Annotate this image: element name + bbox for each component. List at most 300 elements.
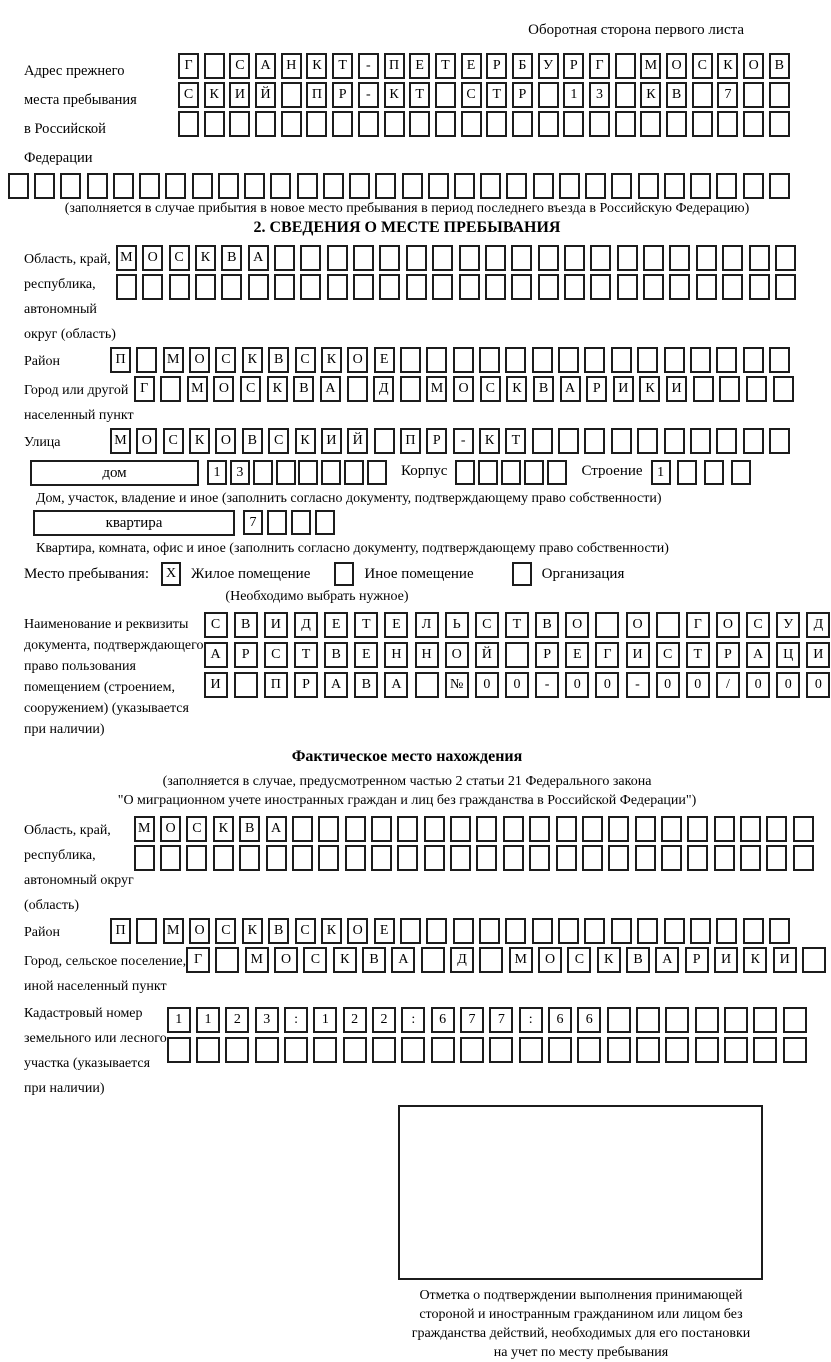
char-cell[interactable] — [563, 111, 584, 137]
char-cell[interactable]: П — [400, 428, 421, 454]
char-cell[interactable] — [716, 347, 737, 373]
char-cell[interactable] — [690, 428, 711, 454]
char-cell[interactable] — [617, 245, 638, 271]
char-cell[interactable] — [753, 1037, 777, 1063]
char-cell[interactable] — [589, 111, 610, 137]
char-cell[interactable] — [716, 918, 737, 944]
char-cell[interactable]: Г — [178, 53, 199, 79]
char-cell[interactable] — [636, 1007, 660, 1033]
char-cell[interactable] — [435, 82, 456, 108]
char-cell[interactable]: Т — [332, 53, 353, 79]
char-cell[interactable]: С — [163, 428, 184, 454]
char-cell[interactable] — [743, 82, 764, 108]
char-cell[interactable] — [505, 918, 526, 944]
char-cell[interactable] — [379, 274, 400, 300]
char-cell[interactable] — [538, 82, 559, 108]
char-cell[interactable] — [400, 376, 421, 402]
char-cell[interactable]: Р — [716, 642, 740, 668]
char-cell[interactable] — [743, 918, 764, 944]
char-cell[interactable]: К — [267, 376, 288, 402]
char-cell[interactable]: В — [268, 918, 289, 944]
char-cell[interactable] — [134, 845, 155, 871]
char-cell[interactable] — [345, 845, 366, 871]
char-cell[interactable]: М — [640, 53, 661, 79]
char-cell[interactable]: 0 — [595, 672, 619, 698]
char-cell[interactable] — [421, 947, 445, 973]
char-cell[interactable] — [749, 274, 770, 300]
char-cell[interactable] — [724, 1037, 748, 1063]
char-cell[interactable]: У — [538, 53, 559, 79]
char-cell[interactable] — [60, 173, 81, 199]
char-cell[interactable]: С — [656, 642, 680, 668]
house-type-field[interactable] — [30, 460, 199, 486]
char-cell[interactable] — [783, 1037, 807, 1063]
char-cell[interactable]: А — [204, 642, 228, 668]
char-cell[interactable] — [454, 173, 475, 199]
char-cell[interactable] — [564, 245, 585, 271]
char-cell[interactable] — [160, 845, 181, 871]
char-cell[interactable] — [607, 1007, 631, 1033]
char-cell[interactable]: 2 — [372, 1007, 396, 1033]
char-cell[interactable] — [519, 1037, 543, 1063]
char-cell[interactable] — [529, 816, 550, 842]
char-cell[interactable]: С — [215, 918, 236, 944]
char-cell[interactable]: 0 — [656, 672, 680, 698]
char-cell[interactable] — [696, 274, 717, 300]
char-cell[interactable] — [397, 845, 418, 871]
char-cell[interactable]: : — [519, 1007, 543, 1033]
char-cell[interactable] — [722, 274, 743, 300]
char-cell[interactable]: 0 — [806, 672, 830, 698]
char-cell[interactable] — [306, 111, 327, 137]
char-cell[interactable]: 1 — [313, 1007, 337, 1033]
char-cell[interactable] — [714, 845, 735, 871]
char-cell[interactable]: В — [239, 816, 260, 842]
char-cell[interactable]: Е — [374, 347, 395, 373]
char-cell[interactable] — [415, 672, 439, 698]
char-cell[interactable]: О — [189, 347, 210, 373]
char-cell[interactable] — [284, 1037, 308, 1063]
char-cell[interactable]: С — [480, 376, 501, 402]
char-cell[interactable] — [353, 274, 374, 300]
char-cell[interactable] — [695, 1037, 719, 1063]
char-cell[interactable]: О — [538, 947, 562, 973]
char-cell[interactable]: И — [773, 947, 797, 973]
char-cell[interactable]: В — [242, 428, 263, 454]
char-cell[interactable] — [315, 510, 335, 535]
char-cell[interactable]: А — [320, 376, 341, 402]
char-cell[interactable] — [459, 274, 480, 300]
char-cell[interactable]: И — [321, 428, 342, 454]
char-cell[interactable]: Б — [512, 53, 533, 79]
char-cell[interactable] — [213, 845, 234, 871]
char-cell[interactable]: 2 — [225, 1007, 249, 1033]
char-cell[interactable]: С — [215, 347, 236, 373]
char-cell[interactable] — [192, 173, 213, 199]
char-cell[interactable]: М — [110, 428, 131, 454]
char-cell[interactable]: К — [321, 347, 342, 373]
char-cell[interactable] — [532, 428, 553, 454]
char-cell[interactable] — [479, 947, 503, 973]
char-cell[interactable] — [724, 1007, 748, 1033]
char-cell[interactable]: М — [134, 816, 155, 842]
char-cell[interactable]: М — [509, 947, 533, 973]
char-cell[interactable] — [221, 274, 242, 300]
char-cell[interactable] — [766, 845, 787, 871]
char-cell[interactable] — [169, 274, 190, 300]
char-cell[interactable] — [769, 428, 790, 454]
char-cell[interactable] — [665, 1007, 689, 1033]
char-cell[interactable] — [690, 918, 711, 944]
char-cell[interactable] — [538, 111, 559, 137]
char-cell[interactable]: - — [535, 672, 559, 698]
char-cell[interactable]: Н — [281, 53, 302, 79]
char-cell[interactable] — [384, 111, 405, 137]
char-cell[interactable]: К — [597, 947, 621, 973]
char-cell[interactable] — [459, 245, 480, 271]
char-cell[interactable] — [584, 918, 605, 944]
char-cell[interactable]: М — [187, 376, 208, 402]
char-cell[interactable]: К — [506, 376, 527, 402]
char-cell[interactable]: П — [110, 347, 131, 373]
char-cell[interactable] — [608, 845, 629, 871]
char-cell[interactable] — [225, 1037, 249, 1063]
char-cell[interactable] — [669, 245, 690, 271]
char-cell[interactable]: Е — [565, 642, 589, 668]
char-cell[interactable]: Й — [255, 82, 276, 108]
char-cell[interactable]: Е — [374, 918, 395, 944]
char-cell[interactable] — [332, 111, 353, 137]
char-cell[interactable] — [731, 460, 751, 485]
char-cell[interactable]: - — [358, 53, 379, 79]
char-cell[interactable] — [692, 111, 713, 137]
char-cell[interactable]: С — [303, 947, 327, 973]
char-cell[interactable]: 3 — [255, 1007, 279, 1033]
char-cell[interactable] — [719, 376, 740, 402]
char-cell[interactable]: А — [248, 245, 269, 271]
char-cell[interactable] — [281, 82, 302, 108]
char-cell[interactable] — [349, 173, 370, 199]
char-cell[interactable] — [266, 845, 287, 871]
char-cell[interactable] — [590, 245, 611, 271]
char-cell[interactable]: К — [195, 245, 216, 271]
char-cell[interactable] — [740, 845, 761, 871]
char-cell[interactable] — [532, 347, 553, 373]
char-cell[interactable] — [590, 274, 611, 300]
char-cell[interactable] — [292, 816, 313, 842]
char-cell[interactable] — [773, 376, 794, 402]
char-cell[interactable] — [692, 82, 713, 108]
char-cell[interactable] — [769, 111, 790, 137]
char-cell[interactable] — [769, 173, 790, 199]
char-cell[interactable] — [637, 347, 658, 373]
char-cell[interactable]: П — [306, 82, 327, 108]
char-cell[interactable] — [793, 845, 814, 871]
char-cell[interactable] — [428, 173, 449, 199]
char-cell[interactable]: О — [626, 612, 650, 638]
char-cell[interactable]: С — [692, 53, 713, 79]
char-cell[interactable]: 7 — [717, 82, 738, 108]
char-cell[interactable]: О — [142, 245, 163, 271]
char-cell[interactable]: К — [639, 376, 660, 402]
char-cell[interactable]: 6 — [577, 1007, 601, 1033]
char-cell[interactable] — [693, 376, 714, 402]
char-cell[interactable] — [379, 245, 400, 271]
char-cell[interactable]: К — [743, 947, 767, 973]
char-cell[interactable]: И — [806, 642, 830, 668]
char-cell[interactable]: В — [324, 642, 348, 668]
char-cell[interactable]: К — [333, 947, 357, 973]
char-cell[interactable]: / — [716, 672, 740, 698]
char-cell[interactable] — [617, 274, 638, 300]
char-cell[interactable]: В — [626, 947, 650, 973]
char-cell[interactable] — [455, 460, 475, 485]
char-cell[interactable]: № — [445, 672, 469, 698]
char-cell[interactable] — [426, 347, 447, 373]
char-cell[interactable] — [615, 111, 636, 137]
char-cell[interactable] — [270, 173, 291, 199]
char-cell[interactable]: Е — [354, 642, 378, 668]
char-cell[interactable] — [406, 274, 427, 300]
char-cell[interactable]: Ь — [445, 612, 469, 638]
char-cell[interactable] — [248, 274, 269, 300]
char-cell[interactable] — [196, 1037, 220, 1063]
char-cell[interactable] — [687, 845, 708, 871]
char-cell[interactable] — [511, 245, 532, 271]
char-cell[interactable]: А — [266, 816, 287, 842]
char-cell[interactable]: С — [229, 53, 250, 79]
char-cell[interactable] — [656, 612, 680, 638]
char-cell[interactable] — [743, 428, 764, 454]
char-cell[interactable] — [113, 173, 134, 199]
char-cell[interactable] — [292, 845, 313, 871]
char-cell[interactable] — [511, 274, 532, 300]
char-cell[interactable]: К — [479, 428, 500, 454]
char-cell[interactable] — [687, 816, 708, 842]
char-cell[interactable]: С — [169, 245, 190, 271]
char-cell[interactable]: И — [666, 376, 687, 402]
char-cell[interactable] — [480, 173, 501, 199]
char-cell[interactable] — [512, 111, 533, 137]
char-cell[interactable] — [486, 111, 507, 137]
char-cell[interactable] — [661, 816, 682, 842]
char-cell[interactable]: 1 — [563, 82, 584, 108]
char-cell[interactable] — [611, 918, 632, 944]
char-cell[interactable]: В — [666, 82, 687, 108]
char-cell[interactable]: Р — [332, 82, 353, 108]
char-cell[interactable] — [424, 845, 445, 871]
char-cell[interactable] — [234, 672, 258, 698]
char-cell[interactable]: Н — [415, 642, 439, 668]
char-cell[interactable] — [503, 816, 524, 842]
char-cell[interactable] — [532, 918, 553, 944]
char-cell[interactable] — [291, 510, 311, 535]
char-cell[interactable] — [669, 274, 690, 300]
char-cell[interactable] — [637, 918, 658, 944]
char-cell[interactable]: 1 — [651, 460, 671, 485]
char-cell[interactable]: 3 — [230, 460, 250, 485]
char-cell[interactable] — [432, 245, 453, 271]
char-cell[interactable] — [485, 245, 506, 271]
char-cell[interactable] — [400, 918, 421, 944]
char-cell[interactable]: Р — [234, 642, 258, 668]
char-cell[interactable]: К — [189, 428, 210, 454]
char-cell[interactable] — [276, 460, 296, 485]
char-cell[interactable]: К — [204, 82, 225, 108]
char-cell[interactable] — [556, 816, 577, 842]
char-cell[interactable] — [714, 816, 735, 842]
char-cell[interactable] — [116, 274, 137, 300]
char-cell[interactable] — [716, 428, 737, 454]
char-cell[interactable] — [740, 816, 761, 842]
char-cell[interactable]: 0 — [776, 672, 800, 698]
char-cell[interactable]: В — [362, 947, 386, 973]
char-cell[interactable] — [313, 1037, 337, 1063]
char-cell[interactable]: В — [221, 245, 242, 271]
char-cell[interactable]: М — [426, 376, 447, 402]
char-cell[interactable]: Р — [563, 53, 584, 79]
char-cell[interactable] — [165, 173, 186, 199]
char-cell[interactable] — [244, 173, 265, 199]
char-cell[interactable] — [195, 274, 216, 300]
char-cell[interactable] — [274, 274, 295, 300]
char-cell[interactable]: С — [178, 82, 199, 108]
char-cell[interactable]: О — [189, 918, 210, 944]
char-cell[interactable] — [400, 347, 421, 373]
char-cell[interactable] — [506, 173, 527, 199]
char-cell[interactable] — [489, 1037, 513, 1063]
char-cell[interactable] — [167, 1037, 191, 1063]
char-cell[interactable]: И — [626, 642, 650, 668]
char-cell[interactable]: Т — [486, 82, 507, 108]
char-cell[interactable]: А — [391, 947, 415, 973]
char-cell[interactable]: С — [295, 347, 316, 373]
char-cell[interactable] — [664, 428, 685, 454]
char-cell[interactable] — [564, 274, 585, 300]
char-cell[interactable] — [635, 845, 656, 871]
char-cell[interactable] — [431, 1037, 455, 1063]
char-cell[interactable]: О — [453, 376, 474, 402]
char-cell[interactable] — [696, 245, 717, 271]
char-cell[interactable] — [281, 111, 302, 137]
char-cell[interactable] — [749, 245, 770, 271]
char-cell[interactable]: А — [255, 53, 276, 79]
char-cell[interactable]: Е — [461, 53, 482, 79]
char-cell[interactable]: Г — [595, 642, 619, 668]
char-cell[interactable]: О — [160, 816, 181, 842]
char-cell[interactable] — [548, 1037, 572, 1063]
char-cell[interactable] — [608, 816, 629, 842]
char-cell[interactable] — [607, 1037, 631, 1063]
char-cell[interactable] — [547, 460, 567, 485]
char-cell[interactable]: Ц — [776, 642, 800, 668]
char-cell[interactable]: 6 — [548, 1007, 572, 1033]
char-cell[interactable] — [435, 111, 456, 137]
char-cell[interactable] — [274, 245, 295, 271]
char-cell[interactable] — [538, 274, 559, 300]
char-cell[interactable]: С — [240, 376, 261, 402]
char-cell[interactable]: Т — [409, 82, 430, 108]
char-cell[interactable]: М — [163, 918, 184, 944]
char-cell[interactable]: К — [640, 82, 661, 108]
char-cell[interactable]: О — [445, 642, 469, 668]
char-cell[interactable]: А — [746, 642, 770, 668]
char-cell[interactable]: Р — [512, 82, 533, 108]
char-cell[interactable]: П — [110, 918, 131, 944]
char-cell[interactable] — [611, 428, 632, 454]
char-cell[interactable]: Т — [435, 53, 456, 79]
char-cell[interactable] — [426, 918, 447, 944]
char-cell[interactable] — [556, 845, 577, 871]
char-cell[interactable] — [401, 1037, 425, 1063]
char-cell[interactable] — [136, 918, 157, 944]
char-cell[interactable] — [374, 428, 395, 454]
char-cell[interactable]: С — [746, 612, 770, 638]
char-cell[interactable]: Д — [373, 376, 394, 402]
char-cell[interactable] — [717, 111, 738, 137]
char-cell[interactable] — [775, 245, 796, 271]
char-cell[interactable]: Г — [134, 376, 155, 402]
char-cell[interactable] — [722, 245, 743, 271]
char-cell[interactable] — [743, 173, 764, 199]
char-cell[interactable] — [538, 245, 559, 271]
char-cell[interactable] — [716, 173, 737, 199]
char-cell[interactable] — [661, 845, 682, 871]
char-cell[interactable] — [186, 845, 207, 871]
char-cell[interactable]: - — [453, 428, 474, 454]
char-cell[interactable] — [611, 347, 632, 373]
char-cell[interactable]: - — [626, 672, 650, 698]
char-cell[interactable]: 0 — [505, 672, 529, 698]
char-cell[interactable]: 0 — [746, 672, 770, 698]
char-cell[interactable]: Р — [426, 428, 447, 454]
char-cell[interactable]: В — [533, 376, 554, 402]
char-cell[interactable]: П — [264, 672, 288, 698]
char-cell[interactable]: Т — [505, 612, 529, 638]
char-cell[interactable] — [34, 173, 55, 199]
char-cell[interactable] — [559, 173, 580, 199]
char-cell[interactable]: А — [384, 672, 408, 698]
char-cell[interactable]: Р — [586, 376, 607, 402]
char-cell[interactable]: Г — [186, 947, 210, 973]
char-cell[interactable]: К — [295, 428, 316, 454]
char-cell[interactable]: Р — [294, 672, 318, 698]
char-cell[interactable]: 0 — [475, 672, 499, 698]
char-cell[interactable]: С — [204, 612, 228, 638]
char-cell[interactable] — [347, 376, 368, 402]
char-cell[interactable]: К — [321, 918, 342, 944]
char-cell[interactable] — [298, 460, 318, 485]
char-cell[interactable] — [343, 1037, 367, 1063]
char-cell[interactable]: О — [274, 947, 298, 973]
char-cell[interactable]: 7 — [489, 1007, 513, 1033]
char-cell[interactable] — [255, 1037, 279, 1063]
char-cell[interactable] — [218, 173, 239, 199]
char-cell[interactable] — [704, 460, 724, 485]
char-cell[interactable]: Й — [347, 428, 368, 454]
char-cell[interactable]: В — [769, 53, 790, 79]
char-cell[interactable]: 3 — [589, 82, 610, 108]
char-cell[interactable]: М — [116, 245, 137, 271]
char-cell[interactable] — [558, 918, 579, 944]
char-cell[interactable] — [204, 111, 225, 137]
char-cell[interactable] — [783, 1007, 807, 1033]
char-cell[interactable]: С — [567, 947, 591, 973]
char-cell[interactable] — [802, 947, 826, 973]
char-cell[interactable] — [318, 816, 339, 842]
char-cell[interactable]: 1 — [167, 1007, 191, 1033]
organization-checkbox[interactable] — [512, 562, 532, 586]
